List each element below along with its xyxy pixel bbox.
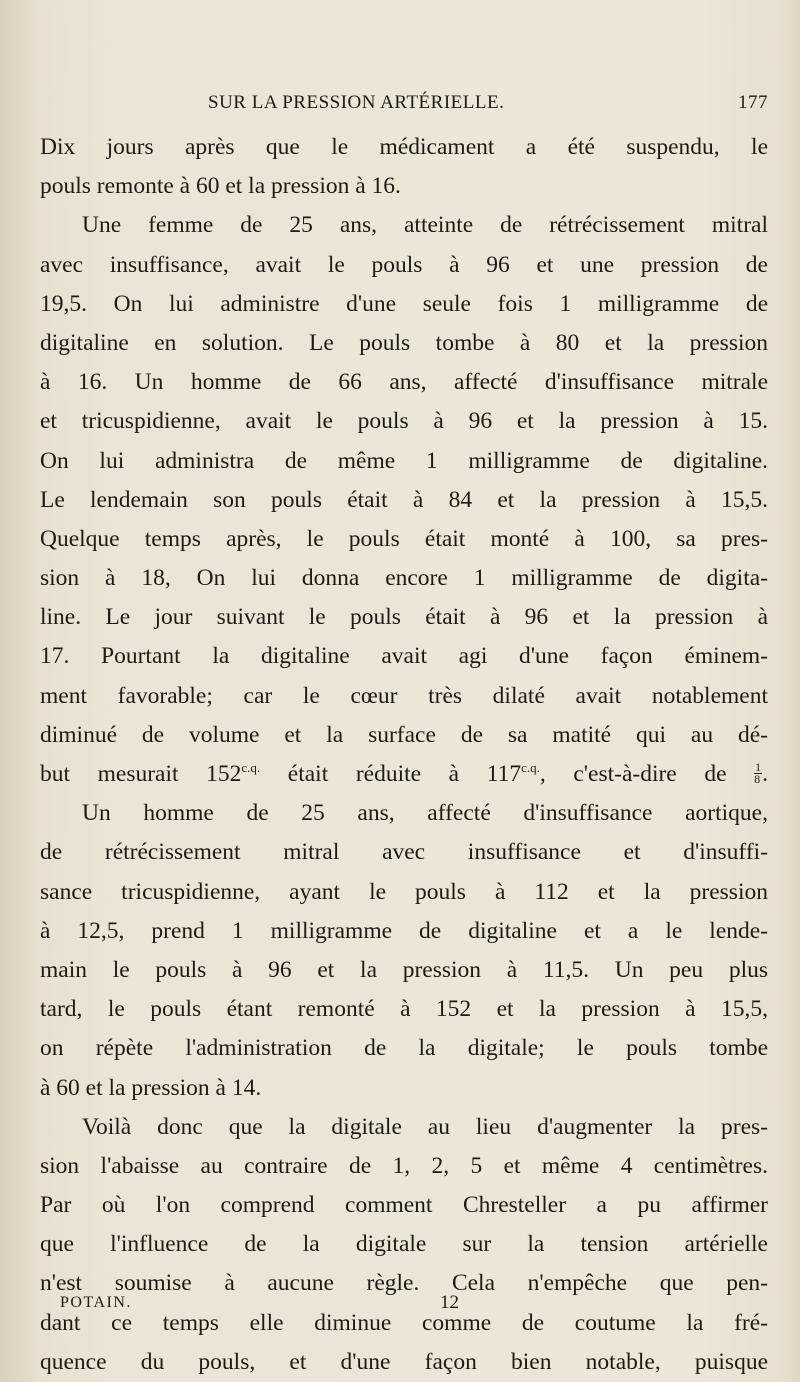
text-line: Une femme de 25 ans, atteinte de rétrécissement mitral <box>82 212 768 239</box>
text-line: pouls remonte à 60 et la pression à 16. <box>40 173 401 200</box>
page-number: 177 <box>738 92 768 113</box>
text-line: sance tricuspidienne, ayant le pouls à 112 et la pression <box>40 878 768 905</box>
line-part: . <box>762 761 768 787</box>
line-part: était réduite à 117 <box>260 761 522 787</box>
text-line: digitaline en solution. Le pouls tombe à 80 et la pression <box>40 329 768 356</box>
text-line: quence du pouls, et d'une façon bien notable, puisque <box>40 1348 768 1375</box>
text-line: On lui administra de même 1 milligramme de digitaline. <box>40 447 768 474</box>
text-line: diminué de volume et la surface de sa matité qui au dé- <box>40 721 768 748</box>
text-line: 17. Pourtant la digitaline avait agi d'une façon éminem- <box>40 643 768 670</box>
sheet-number: 12 <box>440 1292 459 1313</box>
text-line: que l'influence de la digitale sur la tension artérielle <box>40 1231 768 1258</box>
text-line: tard, le pouls étant remonté à 152 et la pression à 15,5, <box>40 996 768 1023</box>
line-part: , c'est-à-dire de <box>539 761 755 787</box>
fraction-numerator: 1 <box>755 760 762 774</box>
body-text <box>40 128 768 1382</box>
text-line: Le lendemain son pouls était à 84 et la pression à 15,5. <box>40 486 768 513</box>
text-line: sion l'abaisse au contraire de 1, 2, 5 et même 4 centimètres. <box>40 1152 768 1179</box>
running-head <box>40 88 768 116</box>
text-line: de rétrécissement mitral avec insuffisance et d'insuffi- <box>40 839 768 866</box>
running-head-title: SUR LA PRESSION ARTÉRIELLE. <box>208 92 505 113</box>
text-line: Dix jours après que le médicament a été suspendu, le <box>40 134 768 160</box>
text-line: à 16. Un homme de 66 ans, affecté d'insuffisance mitrale <box>40 369 768 396</box>
text-line: ment favorable; car le cœur très dilaté avait notablement <box>40 682 768 709</box>
unit-superscript: c.q. <box>521 760 540 775</box>
text-line: et tricuspidienne, avait le pouls à 96 et la pression à 15. <box>40 408 768 435</box>
signature-mark: POTAIN. <box>60 1294 132 1311</box>
fraction <box>754 762 762 785</box>
text-line: Un homme de 25 ans, affecté d'insuffisance aortique, <box>82 800 768 827</box>
text-line: à 12,5, prend 1 milligramme de digitaline et a le lende- <box>40 917 768 944</box>
fraction-denominator: 8 <box>754 772 761 786</box>
text-line: Quelque temps après, le pouls était monté à 100, sa pres- <box>40 525 768 552</box>
text-line: Voilà donc que la digitale au lieu d'augmenter la pres- <box>82 1113 768 1140</box>
line-part: but mesurait 152 <box>40 761 242 787</box>
text-line: on répète l'administration de la digitale; le pouls tombe <box>40 1035 768 1062</box>
text-line: 19,5. On lui administre d'une seule fois 1 milligramme de <box>40 290 768 317</box>
text-line: line. Le jour suivant le pouls était à 96 et la pression à <box>40 604 768 631</box>
text-line: sion à 18, On lui donna encore 1 milligramme de digita- <box>40 565 768 592</box>
text-line: Par où l'on comprend comment Chresteller a pu affirmer <box>40 1192 768 1219</box>
text-line: dant ce temps elle diminue comme de coutume la fré- <box>40 1309 768 1336</box>
page-footer <box>40 1292 768 1320</box>
text-line-with-units <box>40 755 768 794</box>
text-line: avec insuffisance, avait le pouls à 96 et une pression de <box>40 251 768 278</box>
text-line: à 60 et la pression à 14. <box>40 1074 262 1101</box>
unit-superscript: c.q. <box>241 760 261 775</box>
text-line: main le pouls à 96 et la pression à 11,5. Un peu plus <box>40 956 768 983</box>
text-line: n'est soumise à aucune règle. Cela n'empêche que pen- <box>40 1270 768 1297</box>
